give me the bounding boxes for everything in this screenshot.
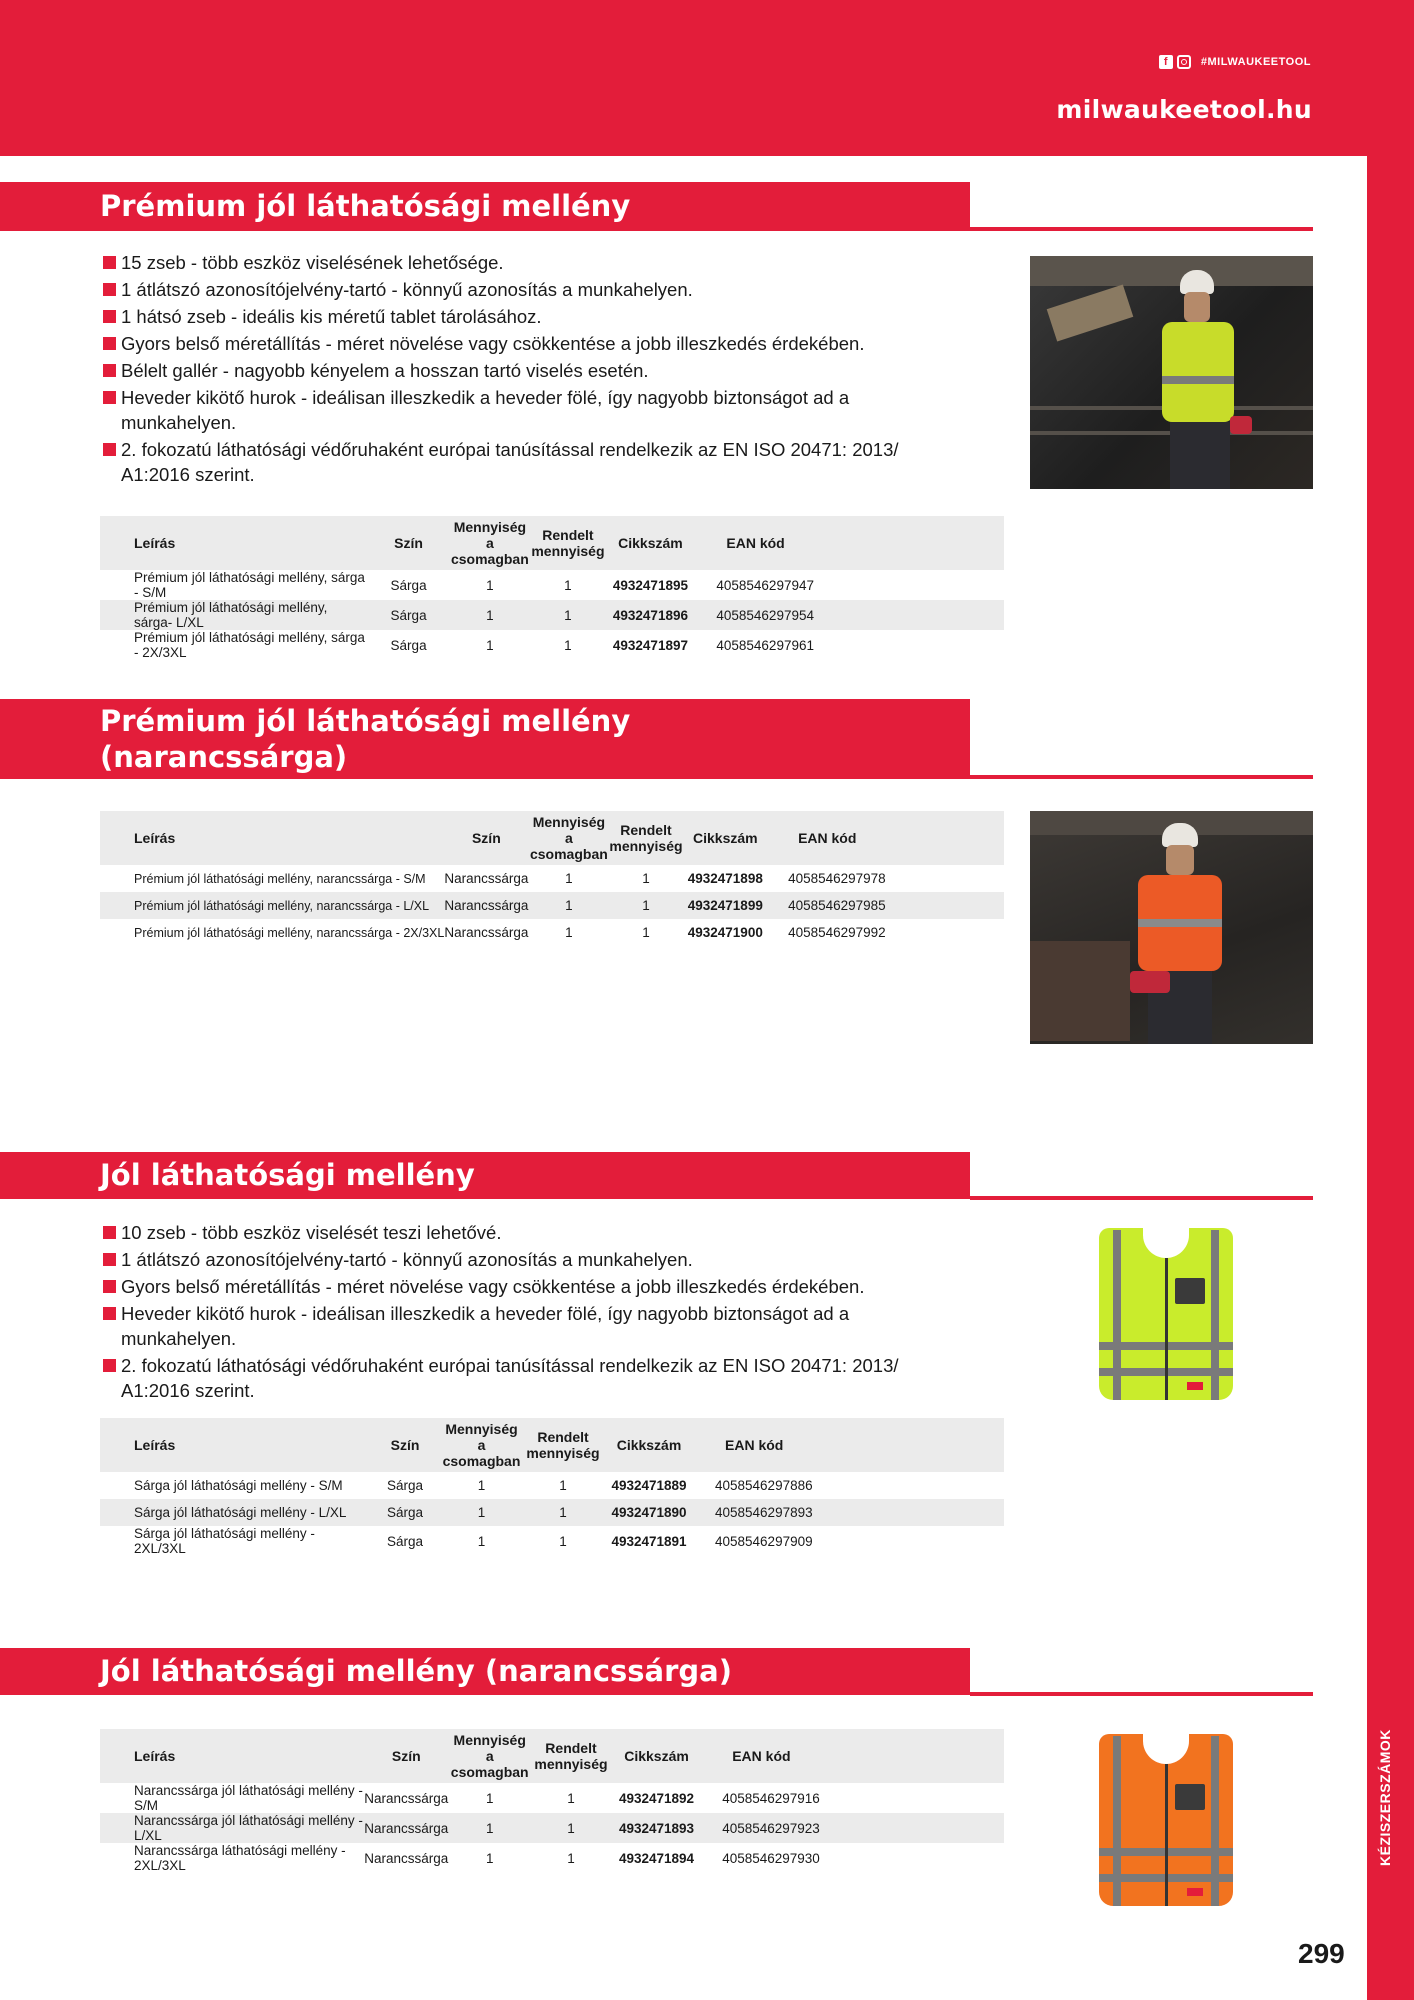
col-header-description: Leírás <box>100 516 369 570</box>
list-item: 10 zseb - több eszköz viselését teszi lehetővé. <box>100 1220 940 1245</box>
cell-qty-pack: 1 <box>448 600 531 630</box>
table-header-row <box>100 811 1004 865</box>
social-links <box>1159 55 1311 69</box>
cell-ean: 4058546297923 <box>702 1813 1004 1843</box>
col-header-ean: EAN kód <box>768 811 1004 865</box>
cell-description: Narancssárga láthatósági mellény - 2XL/3XL <box>134 1843 346 1873</box>
col-header-description: Leírás <box>100 1418 370 1472</box>
product-table <box>100 1418 1004 1556</box>
table-header-row <box>100 1418 1004 1472</box>
cell-description: Prémium jól láthatósági mellény, sárga - 2X/3XL <box>134 630 365 660</box>
product-table <box>100 1729 1004 1873</box>
side-tab-label <box>1377 1836 1393 1866</box>
cell-qty-pack: 1 <box>440 1499 523 1526</box>
list-item: Heveder kikötő hurok - ideálisan illeszkedik a heveder fölé, így nagyobb biztonságot ad a munkahelyen. <box>100 385 881 435</box>
section-title-line: (narancssárga) <box>100 740 348 774</box>
cell-sku: 4932471892 <box>618 1790 695 1806</box>
col-header-color: Szín <box>444 811 528 865</box>
cell-color: Narancssárga <box>364 1790 449 1806</box>
cell-sku: 4932471898 <box>687 871 763 886</box>
cell-qty-order: 1 <box>559 1533 567 1549</box>
col-header-ean: EAN kód <box>702 1729 1004 1783</box>
section-title: Jól láthatósági mellény <box>100 1158 475 1192</box>
list-item: Gyors belső méretállítás - méret növelése vagy csökkentése a jobb illeszkedés érdekében. <box>100 331 940 356</box>
section-title: Prémium jól láthatósági mellény <box>100 189 631 223</box>
table-row <box>100 1783 1004 1813</box>
col-header-qty-order: Rendelt mennyiség <box>531 1729 611 1783</box>
table-row <box>100 892 1004 919</box>
product-table <box>100 516 1004 660</box>
product-photo-worker-orange <box>1030 811 1313 1044</box>
col-header-qty-order: Rendelt mennyiség <box>609 811 682 865</box>
col-header-color: Szín <box>364 1729 448 1783</box>
table-row <box>100 630 1004 660</box>
list-item: Heveder kikötő hurok - ideálisan illeszkedik a heveder fölé, így nagyobb biztonságot ad a munkahelyen. <box>100 1301 881 1351</box>
product-photo-orange-vest <box>1093 1728 1239 1913</box>
cell-ean: 4058546297886 <box>715 1478 813 1493</box>
col-header-description: Leírás <box>100 811 444 865</box>
side-tab <box>1367 156 1414 2000</box>
table-header-row <box>100 1729 1004 1783</box>
list-item: Bélelt gallér - nagyobb kényelem a hosszan tartó viselés esetén. <box>100 358 940 383</box>
cell-ean: 4058546297930 <box>722 1850 820 1866</box>
cell-qty-order: 1 <box>642 925 650 940</box>
table-header-row <box>100 516 1004 570</box>
table-row <box>100 1472 1004 1499</box>
cell-sku: 4932471889 <box>611 1478 687 1493</box>
cell-sku: 4932471896 <box>605 600 697 630</box>
site-url[interactable]: milwaukeetool.hu <box>1056 95 1312 124</box>
cell-ean: 4058546297985 <box>768 892 1004 919</box>
cell-qty-order: 1 <box>642 871 650 886</box>
cell-qty-order: 1 <box>564 637 572 653</box>
list-item: 2. fokozatú láthatósági védőruhaként európai tanúsítással rendelkezik az EN ISO 20471: 2013/ A1:2016 szerint. <box>100 437 941 487</box>
cell-ean: 4058546297978 <box>788 871 886 886</box>
product-photo-worker-yellow <box>1030 256 1313 489</box>
col-header-sku: Cikkszám <box>603 1418 695 1472</box>
table-row <box>100 919 1004 946</box>
header-bar <box>0 0 1414 156</box>
cell-qty-pack: 1 <box>486 577 494 593</box>
col-header-color: Szín <box>369 516 449 570</box>
col-header-qty-order: Rendelt mennyiség <box>531 516 604 570</box>
list-item: 1 átlátszó azonosítójelvény-tartó - könnyű azonosítás a munkahelyen. <box>100 277 940 302</box>
col-header-ean: EAN kód <box>696 516 1004 570</box>
list-item: 1 hátsó zseb - ideális kis méretű tablet tárolásához. <box>100 304 940 329</box>
col-header-qty-pack: Mennyiség a csomagban <box>528 811 609 865</box>
instagram-icon[interactable] <box>1177 55 1191 69</box>
cell-color: Narancssárga <box>364 1850 449 1866</box>
cell-qty-pack: 1 <box>448 1813 531 1843</box>
list-item: 15 zseb - több eszköz viselésének lehetősége. <box>100 250 940 275</box>
cell-color: Sárga <box>369 600 449 630</box>
social-hashtag[interactable]: #MILWAUKEETOOL <box>1200 56 1311 68</box>
cell-color: Narancssárga <box>364 1813 448 1843</box>
feature-list <box>100 250 940 489</box>
cell-sku: 4932471895 <box>612 577 688 593</box>
cell-color: Narancssárga <box>444 925 529 940</box>
section-title-band <box>0 1152 970 1199</box>
title-underline <box>970 227 1313 231</box>
cell-qty-pack: 1 <box>485 1790 494 1806</box>
cell-color: Narancssárga <box>444 892 528 919</box>
col-header-qty-pack: Mennyiség a csomagban <box>440 1418 523 1472</box>
section-title <box>100 703 630 775</box>
col-header-description: Leírás <box>100 1729 364 1783</box>
page-number: 299 <box>1298 1938 1345 1969</box>
cell-description: Sárga jól láthatósági mellény - 2XL/3XL <box>134 1526 315 1556</box>
cell-qty-order: 1 <box>523 1499 603 1526</box>
table-row <box>100 1843 1004 1873</box>
cell-ean: 4058546297992 <box>788 925 886 940</box>
cell-description: Prémium jól láthatósági mellény, narancssárga - L/XL <box>100 892 444 919</box>
cell-description: Prémium jól láthatósági mellény, sárga- L/XL <box>100 600 369 630</box>
section-title: Jól láthatósági mellény (narancssárga) <box>100 1654 732 1688</box>
col-header-ean: EAN kód <box>695 1418 1004 1472</box>
feature-list <box>100 1220 940 1405</box>
col-header-color: Szín <box>370 1418 440 1472</box>
cell-sku: 4932471897 <box>612 637 688 653</box>
col-header-sku: Cikkszám <box>611 1729 702 1783</box>
list-item: 2. fokozatú láthatósági védőruhaként európai tanúsítással rendelkezik az EN ISO 20471: 2013/ A1:2016 szerint. <box>100 1353 941 1403</box>
section-title-band <box>0 1648 970 1695</box>
cell-color: Sárga <box>370 1499 440 1526</box>
cell-qty-pack: 1 <box>485 1850 494 1866</box>
cell-sku: 4932471893 <box>611 1813 702 1843</box>
cell-description: Sárga jól láthatósági mellény - S/M <box>134 1478 343 1493</box>
col-header-sku: Cikkszám <box>605 516 697 570</box>
cell-sku: 4932471890 <box>603 1499 695 1526</box>
cell-qty-order: 1 <box>567 1850 575 1866</box>
cell-qty-pack: 1 <box>477 1533 486 1549</box>
cell-sku: 4932471900 <box>687 925 763 940</box>
cell-ean: 4058546297916 <box>722 1790 820 1806</box>
list-item: Gyors belső méretállítás - méret növelése vagy csökkentése a jobb illeszkedés érdekében. <box>100 1274 940 1299</box>
cell-qty-pack: 1 <box>486 637 494 653</box>
cell-sku: 4932471891 <box>611 1533 687 1549</box>
product-table <box>100 811 1004 946</box>
cell-description: Prémium jól láthatósági mellény, narancssárga - S/M <box>134 871 426 886</box>
facebook-icon[interactable]: f <box>1159 55 1173 69</box>
cell-color: Sárga <box>386 1478 424 1493</box>
cell-qty-order: 1 <box>609 892 682 919</box>
cell-qty-order: 1 <box>564 577 572 593</box>
table-row <box>100 570 1004 600</box>
product-photo-yellow-vest <box>1093 1222 1239 1407</box>
cell-color: Narancssárga <box>444 871 529 886</box>
cell-description: Sárga jól láthatósági mellény - L/XL <box>100 1499 370 1526</box>
title-underline <box>970 1196 1313 1200</box>
cell-qty-pack: 1 <box>528 892 609 919</box>
table-row <box>100 865 1004 892</box>
cell-ean: 4058546297893 <box>695 1499 1004 1526</box>
col-header-qty-pack: Mennyiség a csomagban <box>448 516 531 570</box>
list-item: 1 átlátszó azonosítójelvény-tartó - könnyű azonosítás a munkahelyen. <box>100 1247 940 1272</box>
cell-ean: 4058546297954 <box>696 600 1004 630</box>
section-title-line: Prémium jól láthatósági mellény <box>100 704 631 738</box>
cell-description: Prémium jól láthatósági mellény, narancssárga - 2X/3XL <box>134 925 445 940</box>
cell-description: Narancssárga jól láthatósági mellény - L/XL <box>100 1813 364 1843</box>
cell-color: Sárga <box>386 1533 424 1549</box>
section-title-band <box>0 699 970 779</box>
cell-description: Narancssárga jól láthatósági mellény - S/M <box>134 1783 363 1813</box>
table-row <box>100 1813 1004 1843</box>
cell-qty-order: 1 <box>567 1790 575 1806</box>
cell-ean: 4058546297909 <box>715 1533 813 1549</box>
cell-ean: 4058546297961 <box>716 637 814 653</box>
col-header-sku: Cikkszám <box>683 811 769 865</box>
cell-ean: 4058546297947 <box>716 577 814 593</box>
cell-sku: 4932471899 <box>683 892 769 919</box>
section-title-band <box>0 182 970 231</box>
table-row <box>100 600 1004 630</box>
cell-description: Prémium jól láthatósági mellény, sárga - S/M <box>134 570 365 600</box>
cell-sku: 4932471894 <box>618 1850 695 1866</box>
cell-qty-pack: 1 <box>477 1478 486 1493</box>
cell-qty-pack: 1 <box>565 925 573 940</box>
cell-color: Sárga <box>390 637 427 653</box>
cell-qty-order: 1 <box>531 1813 611 1843</box>
title-underline <box>970 775 1313 779</box>
cell-qty-pack: 1 <box>565 871 573 886</box>
col-header-qty-order: Rendelt mennyiség <box>523 1418 603 1472</box>
cell-qty-order: 1 <box>531 600 604 630</box>
col-header-qty-pack: Mennyiség a csomagban <box>448 1729 531 1783</box>
table-row <box>100 1499 1004 1526</box>
cell-qty-order: 1 <box>559 1478 567 1493</box>
table-row <box>100 1526 1004 1556</box>
cell-color: Sárga <box>390 577 427 593</box>
title-underline <box>970 1692 1313 1696</box>
